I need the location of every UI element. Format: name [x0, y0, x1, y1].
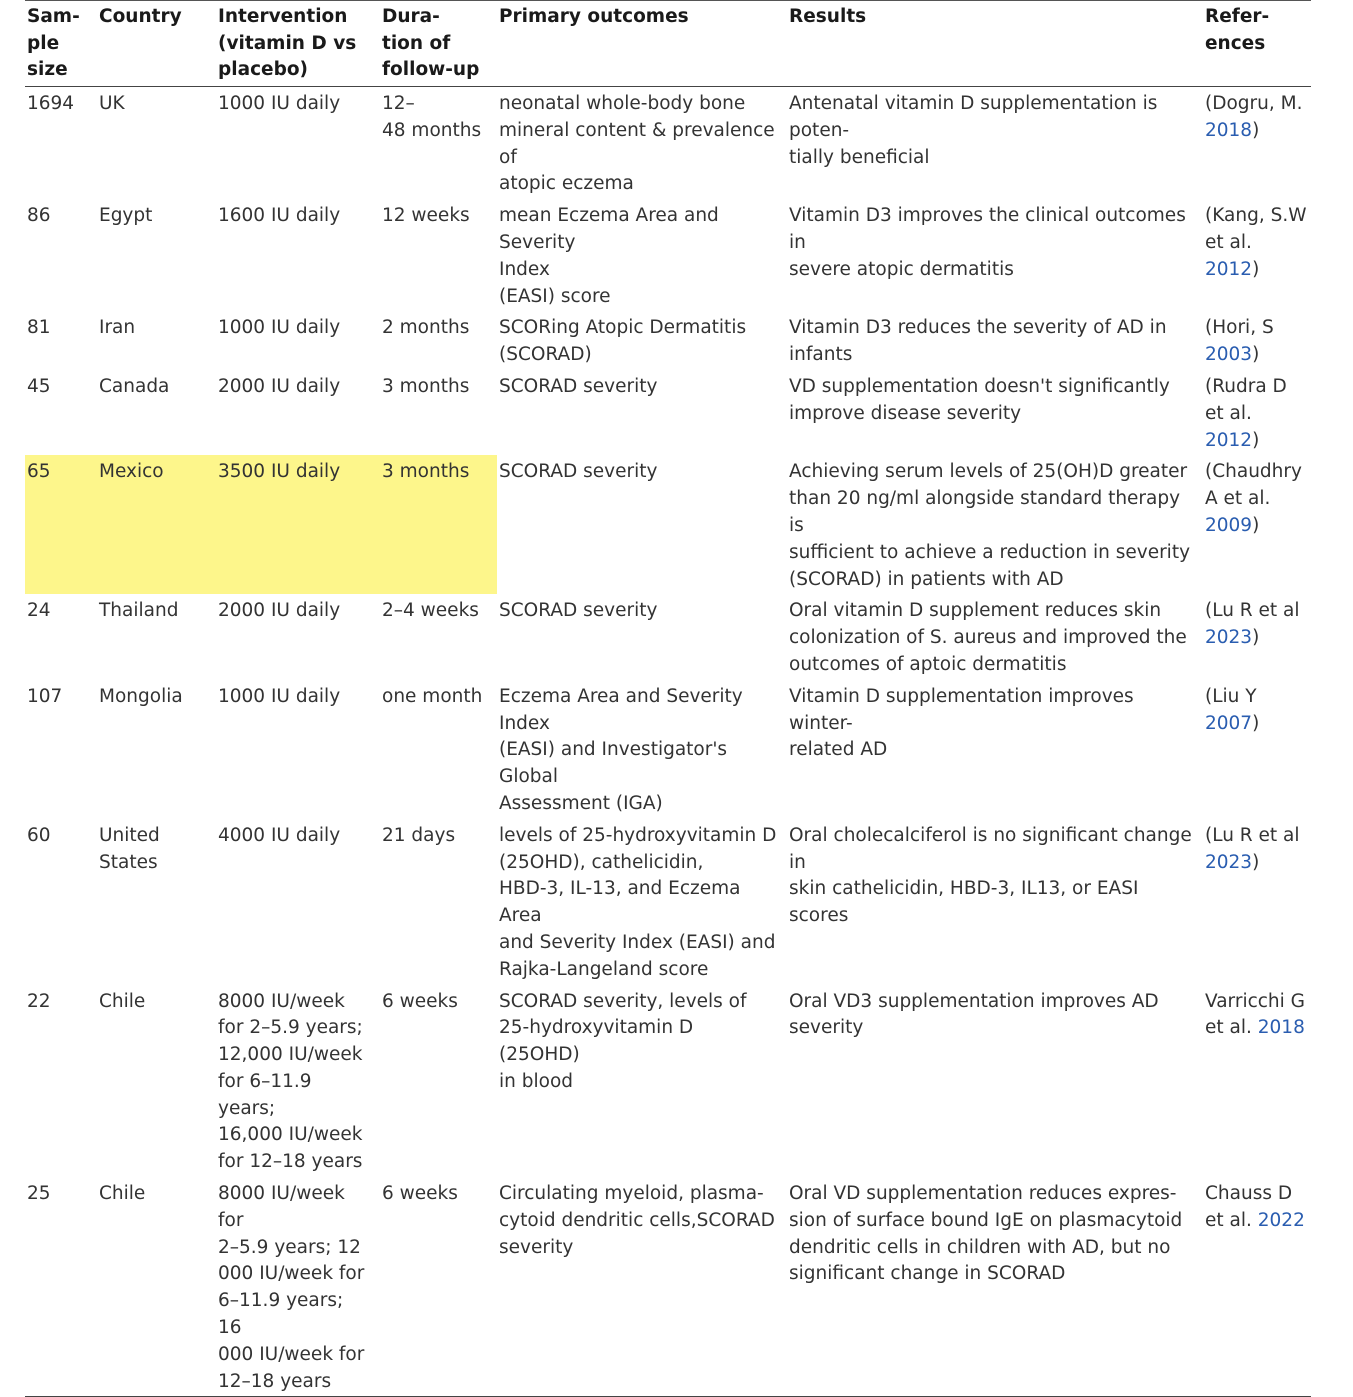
reference-year-link[interactable]: 2018	[1205, 119, 1253, 141]
cell-duration: 6 weeks	[380, 1177, 497, 1397]
cell-results: Vitamin D supplementation improves winter- related AD	[789, 685, 1134, 761]
cell-reference	[1203, 1177, 1311, 1397]
cell-country: Thailand	[99, 600, 179, 622]
table-row	[25, 985, 1311, 1178]
header-row	[25, 1, 1311, 87]
table-row	[25, 87, 1311, 200]
cell-country: UK	[99, 93, 125, 114]
cell-sample-size: 24	[27, 600, 51, 622]
cell-primary-outcomes: neonatal whole-body bone mineral content & prevalence of atopic eczema	[499, 93, 775, 195]
cell-results: Antenatal vitamin D supplementation is poten- tially beneficial	[789, 93, 1158, 168]
reference-author: (Dogru, M.	[1205, 93, 1303, 114]
reference-year-link[interactable]: 2009	[1205, 514, 1253, 536]
cell-duration: 12– 48 months	[382, 93, 482, 141]
cell-results: Oral cholecalciferol is no significant change in skin cathelicidin, HBD-3, IL13, or EASI scores	[789, 824, 1192, 927]
reference-year-link[interactable]: 2022	[1257, 1209, 1305, 1231]
cell-duration: 6 weeks	[382, 990, 458, 1012]
reference-author: (Lu R et al	[1205, 824, 1300, 846]
cell-reference	[1203, 199, 1311, 311]
cell-intervention: 1000 IU daily	[218, 93, 341, 114]
cell-country: Chile	[99, 990, 146, 1012]
cell-duration: 2–4 weeks	[382, 600, 479, 622]
cell-reference	[1203, 455, 1311, 594]
table-header	[25, 1, 1311, 87]
table-body	[25, 87, 1311, 1397]
cell-results: Vitamin D3 improves the clinical outcomes in severe atopic dermatitis	[789, 205, 1186, 280]
cell-country: Chile	[97, 1177, 216, 1397]
cell-results: Oral VD supplementation reduces expres- sion of surface bound IgE on plasmacytoid dendritic cells in children with AD, but no significant change in SCORAD	[787, 1177, 1203, 1397]
reference-author: (Lu R et al	[1205, 600, 1300, 622]
reference-close: )	[1252, 514, 1260, 536]
table-row	[25, 370, 1311, 455]
cell-country: Mexico	[97, 455, 216, 594]
reference-year-link[interactable]: 2023	[1205, 627, 1253, 649]
cell-primary-outcomes: Circulating myeloid, plasma- cytoid dendritic cells,SCORAD severity	[497, 1177, 787, 1397]
header-country: Country	[97, 1, 216, 87]
cell-intervention: 8000 IU/week for 2–5.9 years; 12 000 IU/week for 6–11.9 years; 16 000 IU/week for 12–18 years	[216, 1177, 380, 1397]
cell-reference	[1203, 819, 1311, 985]
reference-year-link[interactable]: 2023	[1205, 851, 1253, 873]
reference-author: Chauss D et al.	[1205, 1183, 1293, 1231]
vitamin-d-trials-table	[25, 0, 1311, 1397]
header-primary-outcomes: Primary outcomes	[497, 1, 787, 87]
reference-close: )	[1252, 258, 1260, 280]
cell-primary-outcomes: SCORAD severity	[499, 600, 658, 622]
header-results: Results	[787, 1, 1203, 87]
reference-author: Varricchi G et al.	[1205, 990, 1306, 1039]
cell-duration: 12 weeks	[382, 205, 470, 227]
cell-sample-size: 25	[25, 1177, 97, 1397]
cell-intervention: 3500 IU daily	[216, 455, 380, 594]
cell-country: Mongolia	[99, 685, 183, 707]
table-row	[25, 311, 1311, 370]
reference-close: )	[1252, 344, 1260, 366]
study-table-container	[25, 0, 1311, 1397]
cell-sample-size: 65	[25, 455, 97, 594]
cell-sample-size: 45	[27, 375, 51, 397]
cell-duration: 21 days	[382, 824, 456, 846]
cell-sample-size: 1694	[27, 93, 75, 114]
header-intervention: Intervention (vitamin D vs placebo)	[216, 1, 380, 87]
cell-country: Egypt	[99, 205, 153, 227]
reference-close: )	[1252, 429, 1260, 451]
cell-sample-size: 60	[27, 824, 51, 846]
cell-intervention: 2000 IU daily	[218, 375, 341, 397]
reference-author: (Kang, S.W et al.	[1205, 205, 1307, 253]
reference-close: )	[1252, 712, 1260, 734]
cell-reference	[1203, 985, 1311, 1178]
cell-reference	[1203, 594, 1311, 679]
reference-year-link[interactable]: 2012	[1205, 429, 1253, 451]
reference-close: )	[1252, 119, 1260, 141]
cell-primary-outcomes: mean Eczema Area and Severity Index (EASI) score	[499, 205, 719, 307]
table-row	[25, 199, 1311, 311]
cell-intervention: 2000 IU daily	[218, 600, 341, 622]
cell-intervention: 4000 IU daily	[218, 824, 341, 846]
cell-sample-size: 22	[27, 990, 51, 1012]
reference-close: )	[1252, 851, 1260, 873]
reference-year-link[interactable]: 2018	[1257, 1017, 1305, 1039]
cell-results: VD supplementation doesn't significantly improve disease severity	[789, 375, 1170, 424]
cell-results: Vitamin D3 reduces the severity of AD in infants	[789, 317, 1167, 366]
header-references: Refer- ences	[1203, 1, 1311, 87]
cell-duration: 2 months	[382, 317, 470, 339]
cell-country: United States	[99, 824, 160, 873]
cell-duration: 3 months	[380, 455, 497, 594]
cell-intervention: 1600 IU daily	[218, 205, 341, 227]
cell-results: Oral vitamin D supplement reduces skin colonization of S. aureus and improved the outcomes of aptoic dermatitis	[789, 600, 1187, 675]
reference-year-link[interactable]: 2007	[1205, 712, 1253, 734]
table-row	[25, 594, 1311, 679]
cell-primary-outcomes: SCORAD severity, levels of 25-hydroxyvitamin D (25OHD) in blood	[499, 990, 747, 1092]
reference-author: (Chaudhry A et al.	[1205, 461, 1302, 510]
table-row	[25, 680, 1311, 819]
cell-sample-size: 86	[27, 205, 51, 227]
table-row	[25, 1177, 1311, 1397]
cell-primary-outcomes: SCORAD severity	[499, 461, 658, 483]
reference-year-link[interactable]: 2012	[1205, 258, 1253, 280]
cell-duration: 3 months	[382, 375, 470, 397]
cell-reference	[1203, 680, 1311, 819]
header-duration: Dura- tion of follow-up	[380, 1, 497, 87]
header-sample-size: Sam- ple size	[25, 1, 97, 87]
reference-close: )	[1252, 627, 1260, 649]
cell-duration: one month	[382, 685, 483, 707]
cell-results: Oral VD3 supplementation improves AD severity	[789, 990, 1159, 1039]
table-row	[25, 819, 1311, 985]
cell-intervention: 1000 IU daily	[218, 317, 341, 339]
cell-country: Iran	[99, 317, 136, 339]
cell-reference	[1203, 311, 1311, 370]
cell-primary-outcomes: SCORAD severity	[499, 375, 658, 397]
cell-primary-outcomes: levels of 25-hydroxyvitamin D (25OHD), cathelicidin, HBD-3, IL-13, and Eczema Area and Severity Index (EASI) and Rajka-Langeland score	[499, 824, 777, 980]
reference-author: (Liu Y	[1205, 685, 1257, 707]
cell-reference	[1203, 370, 1311, 455]
reference-author: (Hori, S	[1205, 317, 1274, 339]
cell-sample-size: 81	[27, 317, 51, 339]
reference-year-link[interactable]: 2003	[1205, 344, 1253, 366]
reference-author: (Rudra D et al.	[1205, 375, 1287, 424]
cell-reference	[1203, 87, 1311, 200]
cell-intervention: 1000 IU daily	[218, 685, 341, 707]
cell-sample-size: 107	[27, 685, 63, 707]
cell-intervention: 8000 IU/week for 2–5.9 years; 12,000 IU/week for 6–11.9 years; 16,000 IU/week for 12–18 years	[218, 990, 363, 1173]
cell-primary-outcomes: SCORing Atopic Dermatitis (SCORAD)	[499, 317, 747, 366]
cell-results: Achieving serum levels of 25(OH)D greater than 20 ng/ml alongside standard therapy is sufficient to achieve a reduction in severity (SCORAD) in patients with AD	[789, 461, 1191, 590]
cell-primary-outcomes: Eczema Area and Severity Index (EASI) and Investigator's Global Assessment (IGA)	[499, 685, 743, 814]
table-row	[25, 455, 1311, 594]
cell-country: Canada	[99, 375, 170, 397]
